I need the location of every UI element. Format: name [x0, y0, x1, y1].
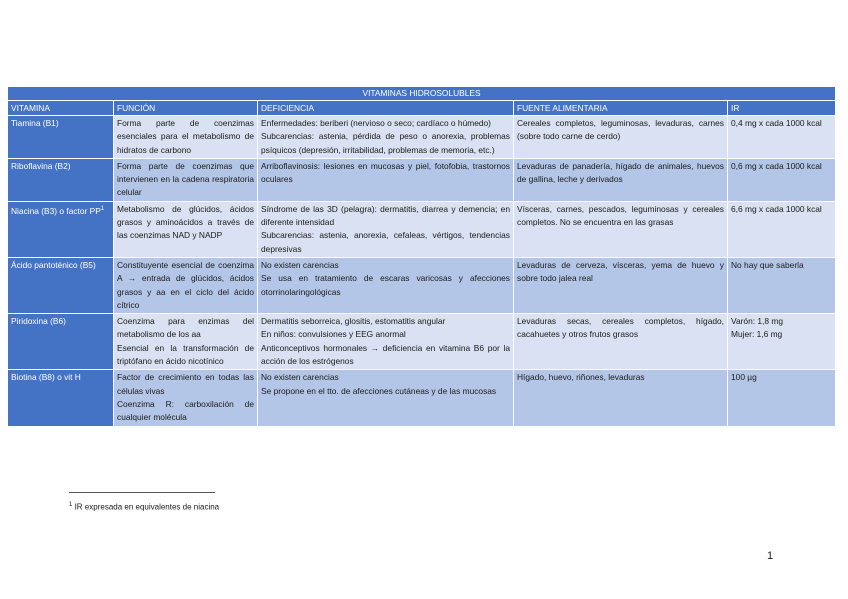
deficiencia-cell: [258, 116, 514, 159]
table-title: VITAMINAS HIDROSOLUBLES: [8, 87, 836, 101]
cell-paragraph: Se usa en tratamiento de escaras varicosas y afecciones otorrinolaringológicas: [261, 273, 510, 297]
footnote-marker: 1: [69, 502, 73, 508]
cell-paragraph: No existen carencias: [261, 372, 339, 383]
cell-paragraph: Subcarencias: astenia, pérdida de peso o anorexia, problemas psíquicos (depresión, irritabilidad, problemas de memoria, etc.): [261, 131, 510, 155]
footnote: [69, 502, 219, 512]
cell-paragraph: No hay que saberla: [731, 259, 804, 270]
ir-cell: [728, 158, 836, 201]
ir-cell: [728, 201, 836, 257]
footnote-reference: 1: [100, 205, 105, 212]
cell-paragraph: Metabolismo de glúcidos, ácidos grasos y aminoácidos a través de las coenzimas NAD y NADP: [117, 203, 254, 241]
cell-paragraph: Forma parte de coenzimas esenciales para el metabolismo de hidratos de carbono: [117, 118, 254, 155]
vitamin-name-cell: [8, 158, 114, 201]
cell-paragraph: Levaduras de panadería, hígado de animales, huevos de gallina, leche y derivados: [517, 160, 724, 185]
table-row: [8, 370, 836, 426]
fuente-cell: [514, 370, 728, 426]
cell-paragraph: 0,6 mg x cada 1000 kcal: [731, 160, 822, 171]
fuente-cell: [514, 201, 728, 257]
cell-paragraph: Esencial en la transformación de triptófano en ácido nicotínico: [117, 342, 254, 367]
deficiencia-cell: [258, 201, 514, 257]
vitamin-name-cell: [8, 201, 114, 257]
deficiencia-cell: [258, 257, 514, 313]
cell-paragraph: 100 µg: [731, 372, 757, 383]
cell-paragraph: 0,4 mg x cada 1000 kcal: [731, 118, 822, 128]
table-row: [8, 158, 836, 201]
header-vitamina: VITAMINA: [8, 101, 114, 116]
vitamin-name-cell: [8, 257, 114, 313]
vitamin-name-cell: [8, 314, 114, 370]
funcion-cell: [114, 158, 258, 201]
cell-paragraph: Hígado, huevo, riñones, levaduras: [517, 372, 645, 383]
vitamin-name: Biotina (B8) o vit H: [11, 372, 81, 383]
fuente-cell: [514, 158, 728, 201]
cell-paragraph: Vísceras, carnes, pescados, leguminosas y cereales completos. No se encuentra en las grasas: [517, 203, 724, 228]
cell-paragraph: Varón: 1,8 mg: [731, 316, 783, 327]
table-row: [8, 116, 836, 159]
cell-paragraph: Subcarencias: astenia, anorexia, cefaleas, vértigos, tendencias depresivas: [261, 230, 510, 254]
funcion-cell: [114, 370, 258, 426]
vitamin-name: Piridoxina (B6): [11, 316, 66, 327]
vitamin-name: Ácido pantoténico (B5): [11, 259, 96, 270]
fuente-cell: [514, 257, 728, 313]
table-header-row: [8, 101, 836, 116]
deficiencia-cell: [258, 314, 514, 370]
page-number: 1: [767, 550, 774, 562]
cell-paragraph: En niños: convulsiones y EEG anormal: [261, 329, 406, 340]
cell-paragraph: Dermatitis seborreica, glositis, estomatitis angular: [261, 316, 446, 327]
cell-paragraph: Factor de crecimiento en todas las células vivas: [117, 372, 254, 396]
table-row: [8, 314, 836, 370]
cell-paragraph: Síndrome de las 3D (pelagra): dermatitis, diarrea y demencia; en diferente intensidad: [261, 203, 510, 228]
vitamins-table: [7, 86, 836, 427]
funcion-cell: [114, 201, 258, 257]
fuente-cell: [514, 314, 728, 370]
cell-paragraph: Forma parte de coenzimas que intervienen en la cadena respiratoria celular: [117, 160, 254, 198]
funcion-cell: [114, 257, 258, 313]
footnote-separator: [69, 492, 215, 493]
ir-cell: [728, 257, 836, 313]
vitamin-name-cell: [8, 116, 114, 159]
cell-paragraph: Se propone en el tto. de afecciones cutáneas y de las mucosas: [261, 385, 497, 396]
vitamin-name: Niacina (B3) o factor PP: [11, 205, 101, 216]
header-fuente: FUENTE ALIMENTARIA: [514, 101, 728, 116]
vitamin-name-cell: [8, 370, 114, 426]
cell-paragraph: Coenzima para enzimas del metabolismo de los aa: [117, 316, 254, 340]
header-funcion: FUNCIÓN: [114, 101, 258, 116]
ir-cell: [728, 370, 836, 426]
cell-paragraph: No existen carencias: [261, 259, 339, 270]
table-row: [8, 201, 836, 257]
ir-cell: [728, 116, 836, 159]
cell-paragraph: Cereales completos, leguminosas, levaduras, carnes (sobre todo carne de cerdo): [517, 118, 724, 142]
vitamin-name: Riboflavina (B2): [11, 160, 71, 171]
cell-paragraph: Levaduras de cerveza, vísceras, yema de huevo y sobre todo jalea real: [517, 259, 724, 284]
cell-paragraph: Anticonceptivos hormonales → deficiencia en vitamina B6 por la acción de los estrógenos: [261, 342, 510, 367]
ir-cell: [728, 314, 836, 370]
funcion-cell: [114, 116, 258, 159]
footnote-text: IR expresada en equivalentes de niacina: [74, 502, 220, 512]
header-deficiencia: DEFICIENCIA: [258, 101, 514, 116]
cell-paragraph: 6,6 mg x cada 1000 kcal: [731, 203, 822, 214]
deficiencia-cell: [258, 370, 514, 426]
deficiencia-cell: [258, 158, 514, 201]
table-row: [8, 257, 836, 313]
cell-paragraph: Coenzima R: carboxilación de cualquier molécula: [117, 398, 254, 423]
cell-paragraph: Arriboflavinosis: lesiones en mucosas y piel, fotofobia, trastornos oculares: [261, 160, 510, 185]
cell-paragraph: Enfermedades: beriberi (nervioso o seco; cardíaco o húmedo): [261, 118, 491, 128]
header-ir: IR: [728, 101, 836, 116]
cell-paragraph: Constituyente esencial de coenzima A → entrada de glúcidos, ácidos grasos y aa en el ciclo del ácido cítrico: [117, 259, 254, 310]
vitamin-name: Tiamina (B1): [11, 118, 59, 128]
cell-paragraph: Mujer: 1,6 mg: [731, 329, 783, 340]
cell-paragraph: Levaduras secas, cereales completos, hígado, cacahuetes y otros frutos grasos: [517, 316, 724, 340]
fuente-cell: [514, 116, 728, 159]
funcion-cell: [114, 314, 258, 370]
